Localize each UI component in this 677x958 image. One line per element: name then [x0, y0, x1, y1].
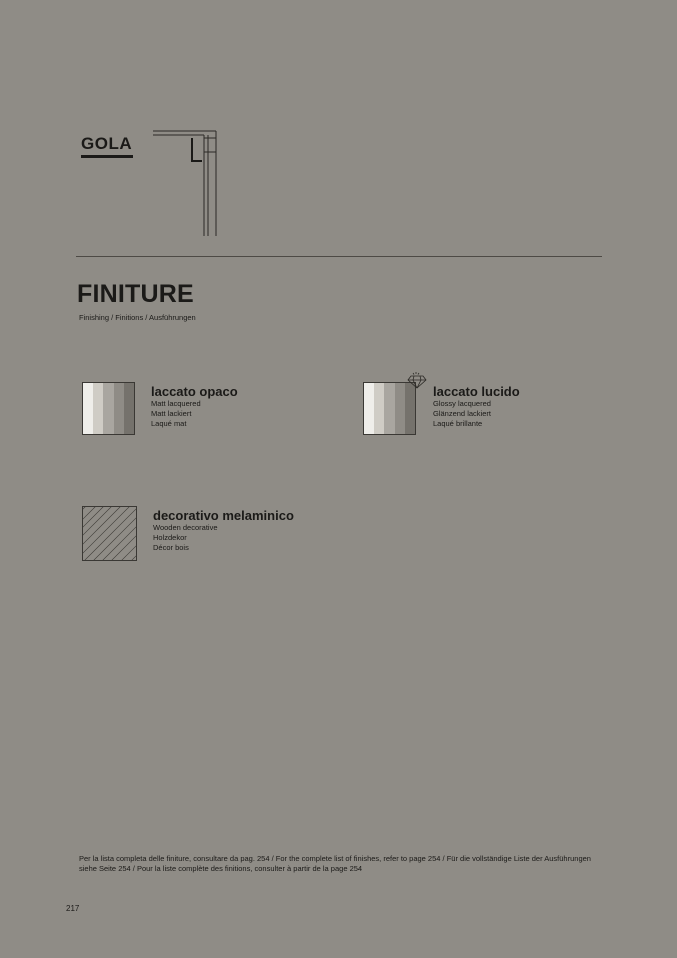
swatch-stripe — [124, 383, 134, 434]
finish-name: decorativo melaminico — [153, 508, 294, 523]
page-number: 217 — [66, 904, 80, 913]
finish-item-laccato-lucido — [433, 384, 520, 429]
finish-translation: Glänzend lackiert — [433, 409, 491, 418]
footer-note: Per la lista completa delle finiture, consultare da pag. 254 / For the complete list of finishes, refer to page 254 / Für die vollständige Liste der Ausführungen siehe Seite 254 / Pour la liste complète des finitions, consulter à partir de la page 254 — [79, 854, 591, 873]
swatch-stripe — [364, 383, 374, 434]
finish-name: laccato lucido — [433, 384, 520, 399]
swatch-stripe — [93, 383, 103, 434]
swatch-stripe — [374, 383, 384, 434]
finish-translation: Glossy lacquered — [433, 399, 491, 408]
gola-profile-diagram — [152, 128, 222, 240]
swatch-stripe — [395, 383, 405, 434]
wood-grain-icon — [82, 506, 137, 561]
finish-name: laccato opaco — [151, 384, 238, 399]
finish-item-laccato-opaco — [151, 384, 238, 429]
swatch-stripe — [103, 383, 113, 434]
swatch-stripe — [384, 383, 394, 434]
finish-translation: Laqué brillante — [433, 419, 483, 428]
swatch-stripe — [83, 383, 93, 434]
section-label-underline — [81, 155, 133, 158]
finish-translation: Matt lackiert — [151, 409, 192, 418]
diamond-icon — [407, 371, 427, 389]
finish-translation: Holzdekor — [153, 533, 187, 542]
finish-translation: Décor bois — [153, 543, 189, 552]
section-label: GOLA — [81, 134, 133, 153]
finish-translation: Laqué mat — [151, 419, 187, 428]
swatch-stripe — [114, 383, 124, 434]
swatch-stripes-icon — [82, 382, 135, 435]
swatch-stripe — [405, 383, 415, 434]
finish-translation: Wooden decorative — [153, 523, 218, 532]
swatch-stripes-icon — [363, 382, 416, 435]
finish-item-decorativo-melaminico — [153, 508, 294, 553]
page-title: FINITURE — [77, 280, 194, 308]
section-divider — [76, 256, 602, 257]
finish-translation: Matt lacquered — [151, 399, 201, 408]
page-subtitle: Finishing / Finitions / Ausführungen — [79, 313, 196, 322]
